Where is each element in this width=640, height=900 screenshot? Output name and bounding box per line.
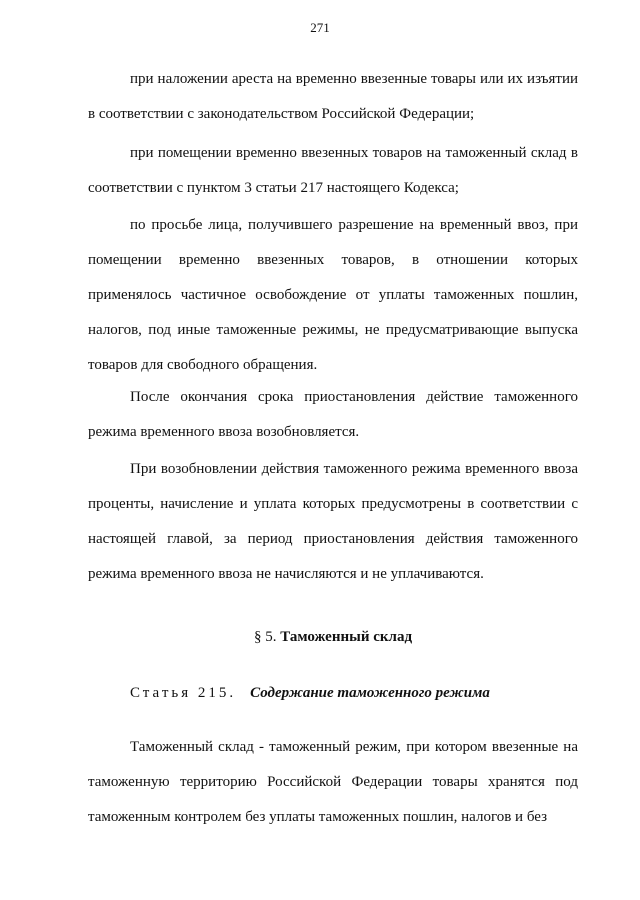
text-block	[88, 730, 578, 835]
paragraph: при наложении ареста на временно ввезенные товары или их изъятии в соответствии с законодательством Российской Федерации;	[88, 71, 578, 122]
text-block	[88, 452, 578, 592]
paragraph: по просьбе лица, получившего разрешение на временный ввоз, при помещении временно ввезенных товаров, в отношении которых применялось частичное освобождение от уплаты таможенных пошлин, налогов, под иные таможенные режимы, не предусматривающие выпуска товаров для свободного обращения.	[88, 217, 578, 373]
paragraph: После окончания срока приостановления действие таможенного режима временного ввоза возобновляется.	[88, 389, 578, 440]
text-block	[88, 380, 578, 450]
article-heading	[130, 682, 490, 704]
paragraph: при помещении временно ввезенных товаров на таможенный склад в соответствии с пунктом 3 статьи 217 настоящего Кодекса;	[88, 145, 578, 196]
article-label: Статья 215.	[130, 685, 237, 701]
paragraph: При возобновлении действия таможенного режима временного ввоза проценты, начисление и уплата которых предусмотрены в соответствии с настоящей главой, за период приостановления действия таможенного режима временного ввоза не начисляются и не уплачиваются.	[88, 461, 578, 582]
paragraph: Таможенный склад - таможенный режим, при котором ввезенные на таможенную территорию Российской Федерации товары хранятся под таможенным контролем без уплаты таможенных пошлин, налогов и без	[88, 739, 578, 825]
section-number: § 5.	[253, 629, 277, 645]
section-title: Таможенный склад	[280, 629, 413, 645]
text-block	[88, 208, 578, 383]
text-block	[88, 62, 578, 132]
section-heading	[88, 626, 578, 648]
page-number: 271	[310, 20, 330, 35]
article-title: Содержание таможенного режима	[250, 685, 490, 701]
text-block	[88, 136, 578, 206]
